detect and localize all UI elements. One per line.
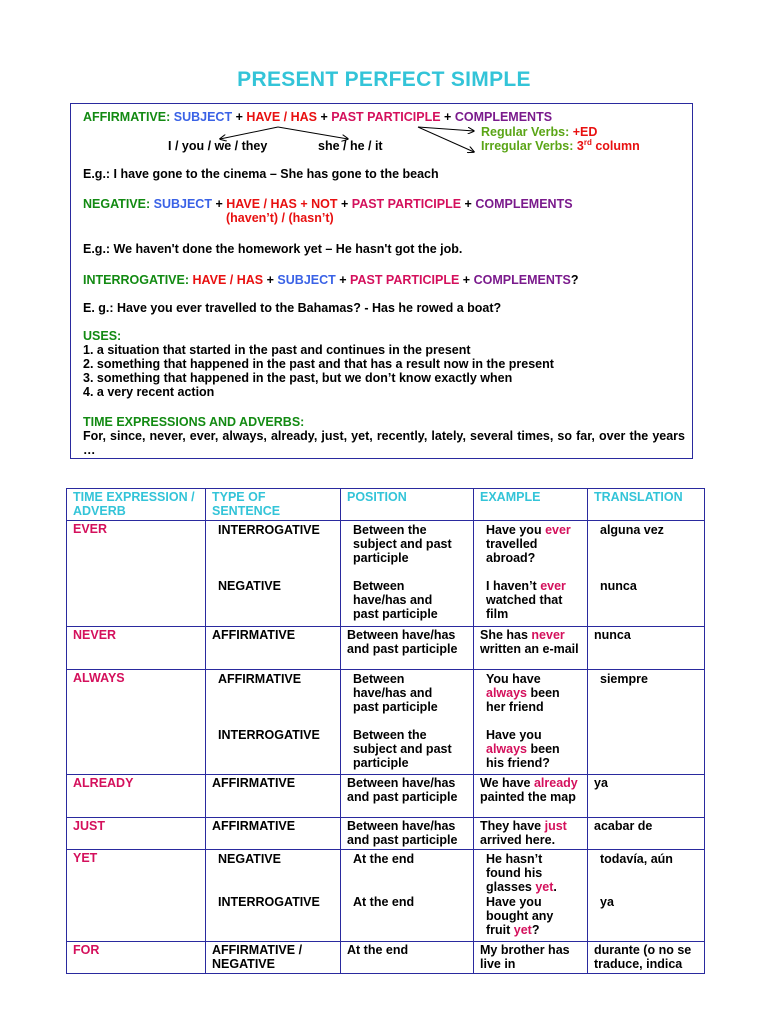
table-row: ALWAYS AFFIRMATIVE INTERROGATIVE Between have/has and past participle Between the subject and past participle You have always been her friend Have you always been his friend? siempre [67,670,705,775]
example-text: They have just arrived here. [474,818,588,850]
column-header: TIME EXPRESSION / ADVERB [67,489,206,521]
affirmative-example: E.g.: I have gone to the cinema – She has gone to the beach [83,167,439,181]
example-text: Have you bought any fruit yet? [486,895,554,937]
column-header: EXAMPLE [474,489,588,521]
column-header: TYPE OF SENTENCE [206,489,341,521]
table-row: FOR AFFIRMATIVE / NEGATIVE At the end My brother has live in durante (o no se traduce, indica [67,942,705,974]
example-text: My brother has live in [474,942,588,974]
interrogative-formula: INTERROGATIVE: HAVE / HAS + SUBJECT + PAST PARTICIPLE + COMPLEMENTS? [83,273,579,287]
use-item: 2. something that happened in the past and that has a result now in the present [83,357,554,371]
example-text: You have always been her friend [486,672,560,714]
have-has-term: HAVE / HAS [246,110,317,124]
table-row: ALREADY AFFIRMATIVE Between have/has and past participle We have already painted the map ya [67,775,705,818]
interrogative-example: E. g.: Have you ever travelled to the Bahamas? - Has he rowed a boat? [83,301,502,315]
example-text: She has never written an e-mail [474,627,588,670]
past-participle-term: PAST PARTICIPLE [331,110,441,124]
irregular-verbs: Irregular Verbs: 3rd column [481,137,640,153]
pronouns-singular: she / he / it [318,139,383,153]
adverbs-table [66,488,705,974]
uses-heading: USES: [83,329,122,343]
regular-verbs: Regular Verbs: +ED [481,125,598,139]
negative-contractions: (haven’t) / (hasn’t) [226,211,334,225]
example-text: He hasn’t found his glasses yet. [486,852,557,894]
table-row: NEVER AFFIRMATIVE Between have/has and past participle She has never written an e-mail nunca [67,627,705,670]
affirmative-formula: AFFIRMATIVE: SUBJECT + HAVE / HAS + PAST PARTICIPLE + COMPLEMENTS [83,110,553,124]
time-expressions-heading: TIME EXPRESSIONS AND ADVERBS: [83,415,305,429]
adverb-cell: EVER [67,521,206,627]
column-header: TRANSLATION [588,489,705,521]
use-item: 3. something that happened in the past, but we don’t know exactly when [83,371,513,385]
table-row: JUST AFFIRMATIVE Between have/has and past participle They have just arrived here. acabar de [67,818,705,850]
use-item: 1. a situation that started in the past and continues in the present [83,343,471,357]
use-item: 4. a very recent action [83,385,215,399]
arrow-plural [220,127,278,139]
example-text: I haven’t ever watched that film [486,579,566,621]
complements-term: COMPLEMENTS [454,110,553,124]
example-text: Have you ever travelled abroad? [486,523,571,565]
subject-term: SUBJECT [173,110,233,124]
negative-example: E.g.: We haven't done the homework yet – He hasn't got the job. [83,242,463,256]
negative-formula: NEGATIVE: SUBJECT + HAVE / HAS + NOT + PAST PARTICIPLE + COMPLEMENTS [83,197,573,211]
example-text: We have already painted the map [474,775,588,818]
example-text: Have you always been his friend? [486,728,560,770]
time-expressions-text: For, since, never, ever, always, already, just, yet, recently, lately, several times, so far, over the years … [83,429,685,457]
arrow-singular [278,127,348,139]
pronouns-plural: I / you / we / they [168,139,268,153]
page-title: PRESENT PERFECT SIMPLE [237,68,531,91]
table-row: EVER INTERROGATIVE NEGATIVE Between the subject and past participle Between have/has and past participle Have you ever travelled abroad? I haven’t ever watched that film alguna vez nunca [67,521,705,627]
column-header: POSITION [341,489,474,521]
affirmative-label: AFFIRMATIVE: [83,110,171,124]
table-header-row [67,489,705,521]
table-row: YET NEGATIVE INTERROGATIVE At the end At the end He hasn’t found his glasses yet. Have you bought any fruit yet? todavía, aún ya [67,850,705,942]
